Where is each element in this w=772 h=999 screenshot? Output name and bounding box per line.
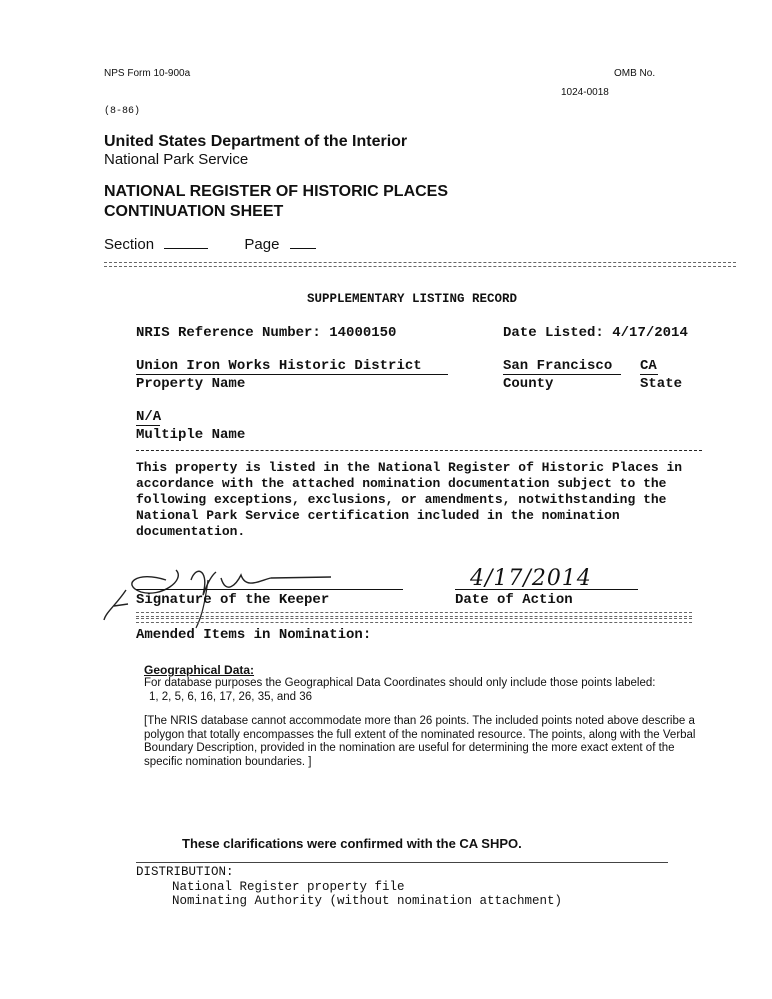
- date-listed-value: 4/17/2014: [612, 325, 688, 341]
- geo-line-2: 1, 2, 5, 6, 16, 17, 26, 35, and 36: [149, 691, 313, 703]
- omb-number: 1024-0018: [561, 87, 609, 98]
- register-title: NATIONAL REGISTER OF HISTORIC PLACES: [104, 183, 449, 200]
- statement-divider: [136, 450, 702, 451]
- geo-note: [The NRIS database cannot accommodate more than 26 points. The included points noted above describe a polygon that totally encompasses the full extent of the nominated resource. The points, along with the Verbal Boundary Description, provided in the nomination are useful for determining the more exact extent of the specific nomination boundaries. ]: [144, 715, 696, 768]
- signature-double-rule: [136, 612, 692, 617]
- header-double-rule: [104, 262, 736, 267]
- signature-double-rule-2: [136, 618, 692, 623]
- amended-items-label: Amended Items in Nomination:: [136, 627, 372, 643]
- reference-row: [136, 325, 396, 341]
- record-title: SUPPLEMENTARY LISTING RECORD: [307, 292, 518, 306]
- state-label: State: [640, 376, 683, 392]
- section-page-line: [104, 236, 316, 253]
- agency-name: National Park Service: [104, 151, 249, 168]
- state-value: CA: [640, 358, 657, 374]
- reference-number: 14000150: [329, 325, 397, 341]
- multiple-name-label: Multiple Name: [136, 427, 246, 443]
- distribution-item: Nominating Authority (without nomination attachment): [172, 894, 563, 908]
- geo-line-1: For database purposes the Geographical Data Coordinates should only include those points labeled:: [144, 677, 656, 689]
- distribution-item: National Register property file: [172, 880, 405, 894]
- handwritten-action-date: 4/17/2014: [470, 566, 592, 591]
- form-revision: (8-86): [104, 106, 141, 117]
- page-label: Page: [244, 236, 280, 253]
- sheet-title: CONTINUATION SHEET: [104, 203, 284, 220]
- county-label: County: [503, 376, 554, 392]
- shpo-confirmation: These clarifications were confirmed with the CA SHPO.: [182, 836, 522, 851]
- geo-heading: Geographical Data:: [144, 663, 255, 677]
- signature-line: [136, 589, 403, 590]
- form-number: NPS Form 10-900a: [104, 68, 191, 79]
- date-listed-label: Date Listed:: [503, 325, 604, 341]
- department-name: United States Department of the Interior: [104, 133, 408, 150]
- property-name-value: Union Iron Works Historic District: [136, 358, 448, 375]
- reference-label: NRIS Reference Number:: [136, 325, 321, 341]
- multiple-name-value: N/A: [136, 409, 162, 425]
- county-value: San Francisco: [503, 358, 621, 375]
- page-blank: [290, 236, 316, 249]
- action-date-label: Date of Action: [455, 592, 573, 608]
- omb-label: OMB No.: [614, 68, 656, 79]
- distribution-rule: [136, 862, 668, 863]
- property-name-label: Property Name: [136, 376, 246, 392]
- signature-label: Signature of the Keeper: [136, 592, 330, 608]
- date-listed-row: [503, 325, 688, 341]
- action-date-line: [455, 589, 638, 590]
- section-blank: [164, 236, 208, 249]
- distribution-label: DISTRIBUTION:: [136, 865, 234, 879]
- listing-statement: This property is listed in the National Register of Historic Places in accordance with the attached nomination documentation subject to the following exceptions, exclusions, or amendments, notwithstanding the National Park Service certification included in the nomination documentation.: [136, 460, 683, 539]
- section-label: Section: [104, 236, 155, 253]
